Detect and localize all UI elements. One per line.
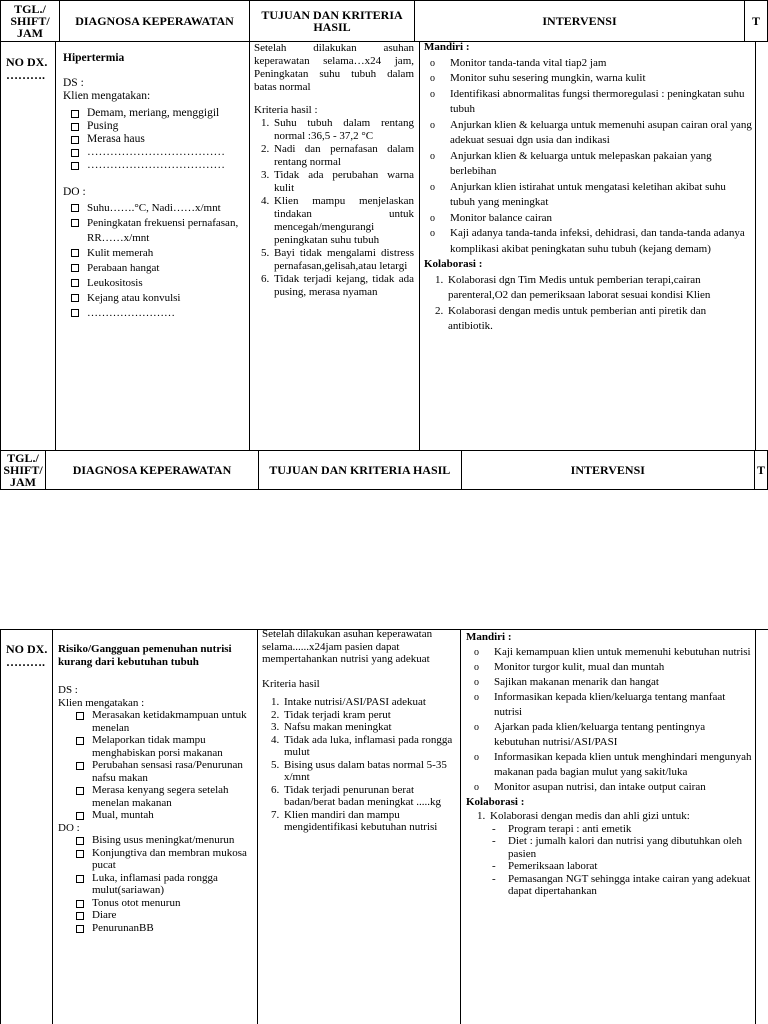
section1-mandiri-label: Mandiri : [424,41,470,53]
list-item: 5. Bayi tidak mengalami distress pernafasan,gelisah,atau letargi [272,247,414,273]
section1-mandiri-list [424,56,752,258]
header-diagnosa: DIAGNOSA KEPERAWATAN [45,451,258,490]
list-item: Luka, inflamasi pada rongga mulut(sariawan) [76,872,254,897]
list-item: Perabaan hangat [71,261,245,276]
list-item: 2. Tidak terjadi kram perut [282,709,457,722]
list-item: 6. Tidak terjadi kejang, tidak ada pusing, merasa nyaman [272,273,414,299]
section2-intervensi [466,630,752,898]
section2-tujuan [262,628,457,834]
section2-kriteria-label: Kriteria hasil [262,677,320,690]
section2-kriteria-list [262,696,457,834]
section1-kriteria-label: Kriteria hasil : [254,104,318,116]
list-item: PenurunanBB [76,922,254,935]
list-item: 7. Klien mandiri dan mampu mengidentifikasi kebutuhan nutrisi [282,809,457,834]
header-tujuan: TUJUAN DAN KRITERIA HASIL [258,451,461,490]
list-item: 1. Intake nutrisi/ASI/PASI adekuat [282,696,457,709]
table-header-2 [0,450,768,490]
section1-tujuan-intro: Setelah dilakukan asuhan keperawatan selama…x24 jam, Peningkatan suhu tubuh dalam batas normal [254,42,414,93]
section2-no-dx: NO DX. ………. [6,642,48,669]
section1-kriteria-list [254,117,414,299]
section1-do-list [63,201,245,321]
section2-kolaborasi-intro: Kolaborasi dengan medis dan ahli gizi untuk: [490,810,690,822]
section1-kolaborasi-list [424,273,752,335]
section1-do-label: DO : [63,186,86,198]
list-item: 6. Tidak terjadi penurunan berat badan/berat badan meningkat .....kg [282,784,457,809]
list-item: 2. Kolaborasi dengan medis untuk pemberian anti piretik dan antibiotik. [446,304,752,335]
list-item: o Kaji kemampuan klien untuk memenuhi kebutuhan nutrisi [474,645,752,660]
header-tujuan: TUJUAN DAN KRITERIA HASIL [250,1,415,42]
list-item: o Monitor tanda-tanda vital tiap2 jam [430,56,752,72]
list-item: 3. Tidak ada perubahan warna kulit [272,169,414,195]
list-item: Pusing [71,120,245,133]
list-item: Bising usus meningkat/menurun [76,834,254,847]
header-tgl: TGL./ SHIFT/ JAM [1,451,46,490]
list-item: o Anjurkan klien & keluarga untuk memenuhi asupan cairan oral yang adekuat sesuai dgn usia dan indikasi [430,118,752,149]
list-item: 5. Bising usus dalam batas normal 5-35 x/mnt [282,759,457,784]
header-next-col: T [754,451,767,490]
list-item: 3. Nafsu makan meningkat [282,721,457,734]
section2-do-list [58,834,254,934]
section2-ds-intro: Klien mengatakan : [58,696,145,709]
list-item: …………………… [71,306,245,321]
list-item: Peningkatan frekuensi pernafasan, RR……x/mnt [71,216,245,246]
list-item: o Monitor balance cairan [430,211,752,227]
list-item: o Kaji adanya tanda-tanda infeksi, dehidrasi, dan tanda-tanda adanya komplikasi akibat peningkatan suhu tubuh (kejang demam) [430,226,752,257]
section1-no-dx: NO DX. ………. [6,55,48,82]
list-item: Konjungtiva dan membran mukosa pucat [76,847,254,872]
list-item: Mual, muntah [76,809,254,822]
list-item: o Identifikasi abnormalitas fungsi thermoregulasi : peningkatan suhu tubuh [430,87,752,118]
list-item: ……………………………… [71,146,245,159]
list-item: Demam, meriang, menggigil [71,107,245,120]
section1-kolaborasi-label: Kolaborasi : [424,258,483,270]
header-next-col: T [745,1,768,42]
list-item: Suhu…….°C, Nadi……x/mnt [71,201,245,216]
list-item: 4. Klien mampu menjelaskan tindakan untuk mencegah/mengurangi peningkatan suhu tubuh [272,195,414,247]
list-item: Kejang atau konvulsi [71,291,245,306]
list-item: Perubahan sensasi rasa/Penurunan nafsu makan [76,759,254,784]
list-item: Melaporkan tidak mampu menghabiskan porsi makanan [76,734,254,759]
section2-diagnosa [58,643,254,934]
list-item: - Program terapi : anti emetik [492,823,752,836]
list-item: o Sajikan makanan menarik dan hangat [474,675,752,690]
header-tgl: TGL./ SHIFT/ JAM [1,1,60,42]
list-item: o Informasikan kepada klien/keluarga tentang manfaat nutrisi [474,690,752,720]
list-item: o Ajarkan pada klien/keluarga tentang pentingnya kebutuhan nutrisi/ASI/PASI [474,720,752,750]
list-item: o Monitor turgor kulit, mual dan muntah [474,660,752,675]
section2-mandiri-label: Mandiri : [466,631,512,643]
section2-ds-list [58,709,254,822]
list-item: - Pemasangan NGT sehingga intake cairan yang adekuat dapat dipertahankan [492,873,752,898]
list-item: o Informasikan kepada klien untuk menghindari mengunyah makanan pada bagian mulut yang sakit/luka [474,750,752,780]
list-item: o Anjurkan klien istirahat untuk mengatasi keletihan akibat suhu tubuh yang meningkat [430,180,752,211]
section2-kolaborasi-list [466,810,752,898]
section2-kolaborasi-label: Kolaborasi : [466,796,525,808]
section1-diagnosa [63,52,245,321]
header-intervensi: INTERVENSI [461,451,754,490]
section1-ds-intro: Klien mengatakan: [63,90,151,102]
header-diagnosa: DIAGNOSA KEPERAWATAN [60,1,250,42]
section2-title: Risiko/Gangguan pemenuhan nutrisi kurang dari kebutuhan tubuh [58,643,232,668]
section2-ds-label: DS : [58,684,78,696]
list-item: o Monitor asupan nutrisi, dan intake output cairan [474,780,752,795]
list-item: 4. Tidak ada luka, inflamasi pada rongga mulut [282,734,457,759]
list-item: Kulit memerah [71,246,245,261]
list-item: Merasa kenyang segera setelah menelan makanan [76,784,254,809]
list-item: Tonus otot menurun [76,897,254,910]
section2-kolaborasi-sublist [490,823,752,898]
list-item: o Anjurkan klien & keluarga untuk melepaskan pakaian yang berlebihan [430,149,752,180]
list-item: Diare [76,909,254,922]
list-item: 2. Nadi dan pernafasan dalam rentang normal [272,143,414,169]
list-item: 1. Suhu tubuh dalam rentang normal :36,5 - 37,2 °C [272,117,414,143]
list-item: ……………………………… [71,159,245,172]
section2-mandiri-list [466,645,752,795]
section1-title: Hipertermia [63,52,125,64]
header-intervensi: INTERVENSI [415,1,745,42]
list-item: - Pemeriksaan laborat [492,860,752,873]
list-item: Merasakan ketidakmampuan untuk menelan [76,709,254,734]
section1-intervensi [424,40,752,335]
list-item: o Monitor suhu sesering mungkin, warna kulit [430,71,752,87]
section1-ds-list [63,107,245,172]
list-item: - Diet : jumalh kalori dan nutrisi yang dibutuhkan oleh pasien [492,835,752,860]
table-header-1 [0,0,768,42]
section1-ds-label: DS : [63,77,84,89]
section2-tujuan-intro: Setelah dilakukan asuhan keperawatan selama......x24jam pasien dapat mempertahankan nutrisi yang adekuat [262,628,433,665]
section1-tujuan [254,42,414,299]
list-item [488,810,752,898]
list-item: Merasa haus [71,133,245,146]
section2-do-label: DO : [58,821,80,834]
list-item: 1. Kolaborasi dgn Tim Medis untuk pemberian terapi,cairan parenteral,O2 dan pemeriksaan laborat sesuai kondisi Klien [446,273,752,304]
list-item: Leukositosis [71,276,245,291]
